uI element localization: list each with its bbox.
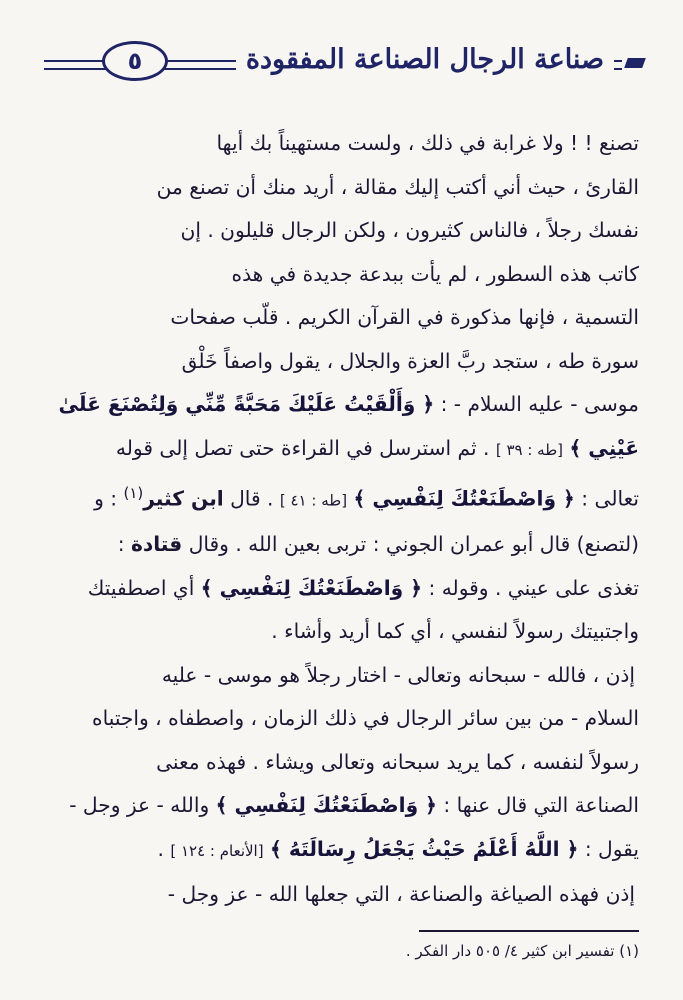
text-line: كاتب هذه السطور ، لم يأت ببدعة جديدة في هذه xyxy=(231,261,639,286)
page-number: ٥ xyxy=(102,41,168,81)
text-segment: موسى - عليه السلام - : xyxy=(440,392,639,416)
quran-verse: ﴿ وَاصْطَنَعْتُكَ لِنَفْسِي ﴾ xyxy=(353,486,575,511)
text-segment: : و xyxy=(94,486,118,511)
text-line: سورة طه ، ستجد ربَّ العزة والجلال ، يقول واصفاً خَلْق xyxy=(181,348,639,373)
text-segment: . ثم استرسل في القراءة حتى تصل إلى قوله xyxy=(115,435,490,460)
quran-verse: عَيْنِي ﴾ xyxy=(569,435,639,460)
text-line: إذن ، فالله - سبحانه وتعالى - اختار رجلاً هو موسى - عليه xyxy=(161,662,635,687)
text-segment: تغذى على عيني . وقوله : xyxy=(428,575,639,600)
text-line: واجتبيتك رسولاً لنفسي ، أي كما أريد وأشاء . xyxy=(271,619,639,644)
book-title: صناعة الرجال الصناعة المفقودة xyxy=(236,40,614,80)
text-segment: أي اصطفيتك xyxy=(87,575,195,600)
verse-reference: [الأنعام : ١٢٤ ] xyxy=(170,841,264,860)
text-line xyxy=(43,472,639,523)
scholar-name: قتادة xyxy=(130,532,183,557)
text-line: رسولاً لنفسه ، كما يريد سبحانه وتعالى ويشاء . فهذه معنى xyxy=(156,749,639,774)
text-segment: الصناعة التي قال عنها : xyxy=(443,793,639,818)
text-line xyxy=(43,784,639,828)
text-line xyxy=(43,427,639,473)
text-line xyxy=(43,567,639,611)
quran-verse: ﴿ اللَّهُ أَعْلَمُ حَيْثُ يَجْعَلُ رِسَالَتَهُ ﴾ xyxy=(270,836,579,861)
footnote-marker: (١) xyxy=(123,484,144,502)
text-line: القارئ ، حيث أني أكتب إليك مقالة ، أريد منك أن تصنع من xyxy=(156,174,639,199)
text-segment: (لتصنع) قال أبو عمران الجوني : تربى بعين الله . وقال xyxy=(188,532,639,557)
header-ornament xyxy=(622,54,644,70)
verse-reference: [طه : ٤١ ] xyxy=(279,491,348,510)
text-line: السلام - من بين سائر الرجال في ذلك الزمان ، واصطفاه ، واجتباه xyxy=(92,706,639,731)
text-line: إذن فهذه الصياغة والصناعة ، التي جعلها الله - عز وجل - xyxy=(167,882,635,907)
text-segment: تعالى : xyxy=(581,486,639,511)
footnote: (١) تفسير ابن كثير ٤/ ٥٠٥ دار الفكر . xyxy=(405,942,639,960)
quran-verse: ﴿ وَاصْطَنَعْتُكَ لِنَفْسِي ﴾ xyxy=(215,793,437,818)
text-segment: والله - عز وجل - xyxy=(69,793,210,818)
running-header xyxy=(44,38,644,86)
text-line: التسمية ، فإنها مذكورة في القرآن الكريم . قلّب صفحات xyxy=(170,305,639,329)
text-segment: يقول : xyxy=(584,836,639,861)
quran-verse: ﴿ وَأَلْقَيْتُ عَلَيْكَ مَحَبَّةً مِّنِّي وَلِتُصْنَعَ عَلَىٰ xyxy=(58,392,435,416)
text-line xyxy=(43,383,639,427)
main-text xyxy=(43,122,639,917)
text-segment: . قال xyxy=(230,486,274,511)
text-segment: : xyxy=(117,532,125,557)
text-line: تصنع ! ! ولا غرابة في ذلك ، ولست مستهيناً بك أيها xyxy=(216,131,639,155)
text-line xyxy=(43,828,639,874)
scholar-name: ابن كثير xyxy=(143,486,224,511)
text-line: نفسك رجلاً ، فالناس كثيرون ، ولكن الرجال قليلون . إن xyxy=(180,218,639,242)
footnote-divider xyxy=(419,930,639,932)
quran-verse: ﴿ وَاصْطَنَعْتُكَ لِنَفْسِي ﴾ xyxy=(200,575,423,600)
text-segment: . xyxy=(157,836,164,861)
text-line xyxy=(43,523,639,567)
verse-reference: [طه : ٣٩ ] xyxy=(495,440,564,459)
